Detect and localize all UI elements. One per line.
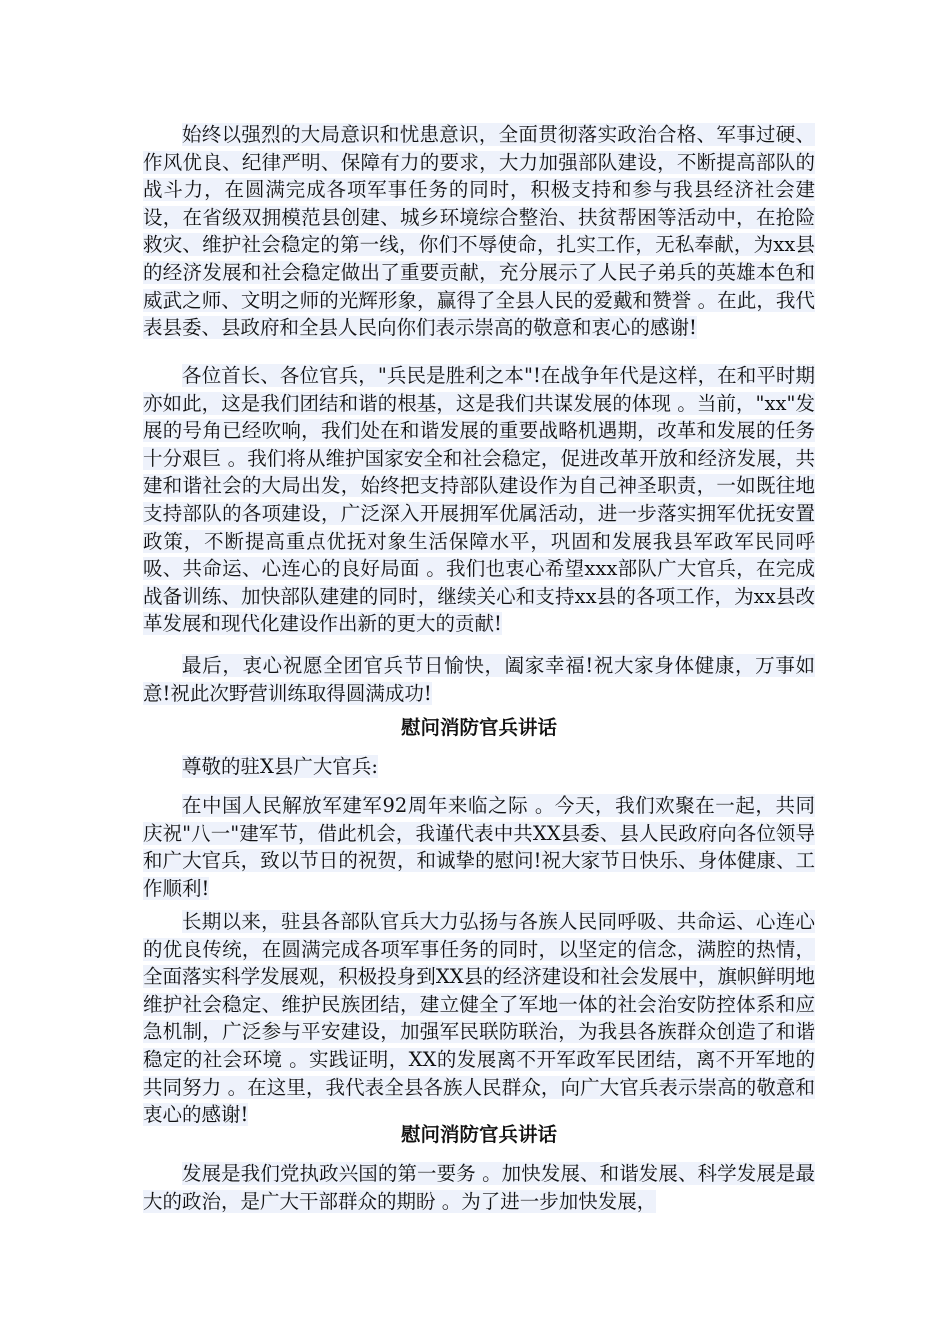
paragraph-5 bbox=[143, 792, 815, 902]
paragraph-3-text: 最后，衷心祝愿全团官兵节日愉快，阖家幸福!祝大家身体健康，万事如意!祝此次野营训练取得圆满成功! bbox=[143, 654, 815, 705]
paragraph-2-text: 各位首长、各位官兵，"兵民是胜利之本"!在战争年代是这样，在和平时期亦如此，这是我们团结和谐的根基，这是我们共谋发展的体现 。当前，"xx"发展的号角已经吹响，我们处在和谐发展的重要战略机遇期，改革和发展的任务十分艰巨 。我们将从维护国家安全和社会稳定，促进改革开放和经济发展，共建和谐社会的大局出发，始终把支持部队建设作为自己神圣职责，一如既往地支持部队的各项建设，广泛深入开展拥军优属活动，进一步落实拥军优抚安置政策，不断提高重点优抚对象生活保障水平，巩固和发展我县军政军民同呼吸、共命运、心连心的良好局面 。我们也衷心希望xxx部队广大官兵，在完成战备训练、加快部队建建的同时，继续关心和支持xx县的各项工作，为xx县改革发展和现代化建设作出新的更大的贡献! bbox=[143, 364, 815, 636]
paragraph-6-text: 长期以来，驻县各部队官兵大力弘扬与各族人民同呼吸、共命运、心连心的优良传统，在圆满完成各项军事任务的同时，以坚定的信念，满腔的热情，全面落实科学发展观，积极投身到XX县的经济建设和社会发展中，旗帜鲜明地维护社会稳定、维护民族团结，建立健全了军地一体的社会治安防控体系和应急机制，广泛参与平安建设，加强军民联防联治，为我县各族群众创造了和谐稳定的社会环境 。实践证明，XX的发展离不开军政军民团结，离不开军地的共同努力 。在这里，我代表全县各族人民群众，向广大官兵表示崇高的敬意和衷心的感谢! bbox=[143, 910, 815, 1127]
salutation-text: 尊敬的驻X县广大官兵: bbox=[182, 755, 378, 778]
paragraph-5-text: 在中国人民解放军建军92周年来临之际 。今天，我们欢聚在一起，共同庆祝"八一"建军节，借此机会，我谨代表中共XX县委、县人民政府向各位领导和广大官兵，致以节日的祝贺，和诚挚的慰问!祝大家节日快乐、身体健康、工作顺利! bbox=[143, 794, 815, 900]
salutation bbox=[143, 753, 815, 781]
paragraph-7-text: 发展是我们党执政兴国的第一要务 。加快发展、和谐发展、科学发展是最大的政治，是广大干部群众的期盼 。为了进一步加快发展， bbox=[143, 1162, 815, 1213]
paragraph-3 bbox=[143, 652, 815, 707]
paragraph-1-text: 始终以强烈的大局意识和忧患意识，全面贯彻落实政治合格、军事过硬、作风优良、纪律严明、保障有力的要求，大力加强部队建设，不断提高部队的战斗力，在圆满完成各项军事任务的同时，积极支持和参与我县经济社会建设，在省级双拥模范县创建、城乡环境综合整治、扶贫帮困等活动中，在抢险救灾、维护社会稳定的第一线，你们不辱使命，扎实工作，无私奉献，为xx县的经济发展和社会稳定做出了重要贡献，充分展示了人民子弟兵的英雄本色和威武之师、文明之师的光辉形象，赢得了全县人民的爱戴和赞誉 。在此，我代表县委、县政府和全县人民向你们表示崇高的敬意和衷心的感谢! bbox=[143, 123, 815, 340]
section-heading-2: 慰问消防官兵讲话 bbox=[400, 1123, 557, 1146]
section-heading-1: 慰问消防官兵讲话 bbox=[400, 716, 557, 739]
paragraph-2 bbox=[143, 362, 815, 638]
paragraph-1 bbox=[143, 121, 815, 342]
paragraph-7 bbox=[143, 1160, 815, 1215]
paragraph-6 bbox=[143, 908, 815, 1129]
